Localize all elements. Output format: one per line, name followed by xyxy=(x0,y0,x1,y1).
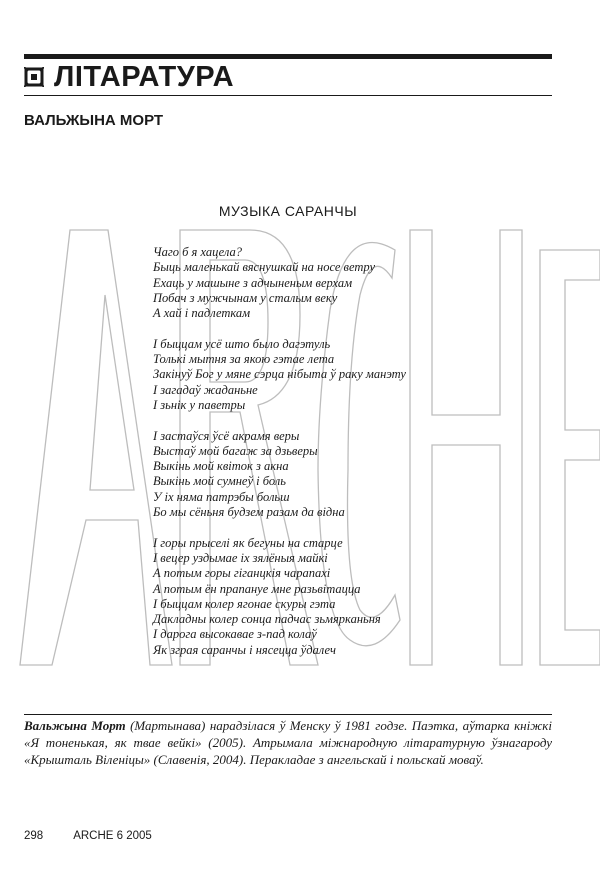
bio-text: (Мартынава) нарадзілася ў Менску ў 1981 годзе. Паэтка, аўтарка кніжкі «Я тоненькая, як твае вейкі» (2005). Атрымала міжнародную літаратурную ўзнагароду «Крышталь Віленіцы» (Славенія, 2004). Перакладае з ангельскай і польскай моваў. xyxy=(24,718,552,767)
bio-rule xyxy=(24,714,552,715)
poem-body xyxy=(153,245,453,673)
stanza xyxy=(153,245,453,321)
top-rule xyxy=(24,54,552,59)
poem-line: Закінуў Бог у мяне сэрца нібыта ў раку манэту xyxy=(153,367,406,382)
boxed-square-icon xyxy=(24,67,44,87)
author-bio xyxy=(24,717,552,768)
poem-line: Выкінь мой сумнеў і боль xyxy=(153,474,286,489)
poem-line: Ехаць у машыне з адчыненым верхам xyxy=(153,275,353,290)
bio-author-name: Вальжына Морт xyxy=(24,718,126,733)
poem-line: І горы прыселі як бегуны на старце xyxy=(153,535,343,550)
poem-line: І загадаў жаданьне xyxy=(153,382,258,397)
poem-line: Дакладны колер сонца падчас зьмярканьня xyxy=(153,612,381,627)
poem-line: Побач з мужчынам у сталым веку xyxy=(153,290,338,305)
section-header xyxy=(24,60,234,94)
poem-line: Выстаў мой багаж за дзьверы xyxy=(153,443,318,458)
poem-line: Як зграя саранчы і нясецца ўдалеч xyxy=(153,642,336,657)
poem-line: І застаўся ўсё акрамя веры xyxy=(153,428,300,443)
poem-title: МУЗЫКА САРАНЧЫ xyxy=(218,203,358,219)
poem-line: А потым горы гіганцкія чарапахі xyxy=(153,566,331,581)
poem-line: У іх няма патрэбы больш xyxy=(153,489,290,504)
section-rule xyxy=(24,95,552,96)
stanza xyxy=(153,337,453,413)
author-name: ВАЛЬЖЫНА МОРТ xyxy=(24,112,164,129)
poem-line: Бо мы сёньня будзем разам да відна xyxy=(153,505,345,520)
poem-line: І зьнік у паветры xyxy=(153,397,246,412)
poem-line: А потым ён прапануе мне разьвітацца xyxy=(153,581,361,596)
poem-line: І дарога высокавае з-пад колаў xyxy=(153,627,317,642)
section-title: ЛІТАРАТУРА xyxy=(54,60,235,93)
poem-line: Чаго б я хацела? xyxy=(153,245,242,259)
stanza xyxy=(153,429,453,521)
poem-line: І быццам колер ягонае скуры гэта xyxy=(153,596,336,611)
stanza xyxy=(153,536,453,658)
poem-line: Толькі мытня за якою гэтае лета xyxy=(153,352,335,367)
page-number: 298 xyxy=(24,830,44,842)
poem-line: Выкінь мой квіток з акна xyxy=(153,459,289,474)
page-footer xyxy=(24,830,152,842)
poem-line: І вецер уздымае іх зялёныя майкі xyxy=(153,550,328,565)
journal-issue: ARCHE 6 2005 xyxy=(73,830,152,842)
poem-line: А хай і падлеткам xyxy=(153,306,251,321)
poem-line: Быць маленькай вяснушкай на носе ветру xyxy=(153,260,376,275)
poem-line: І быццам усё што было дагэтуль xyxy=(153,336,331,351)
